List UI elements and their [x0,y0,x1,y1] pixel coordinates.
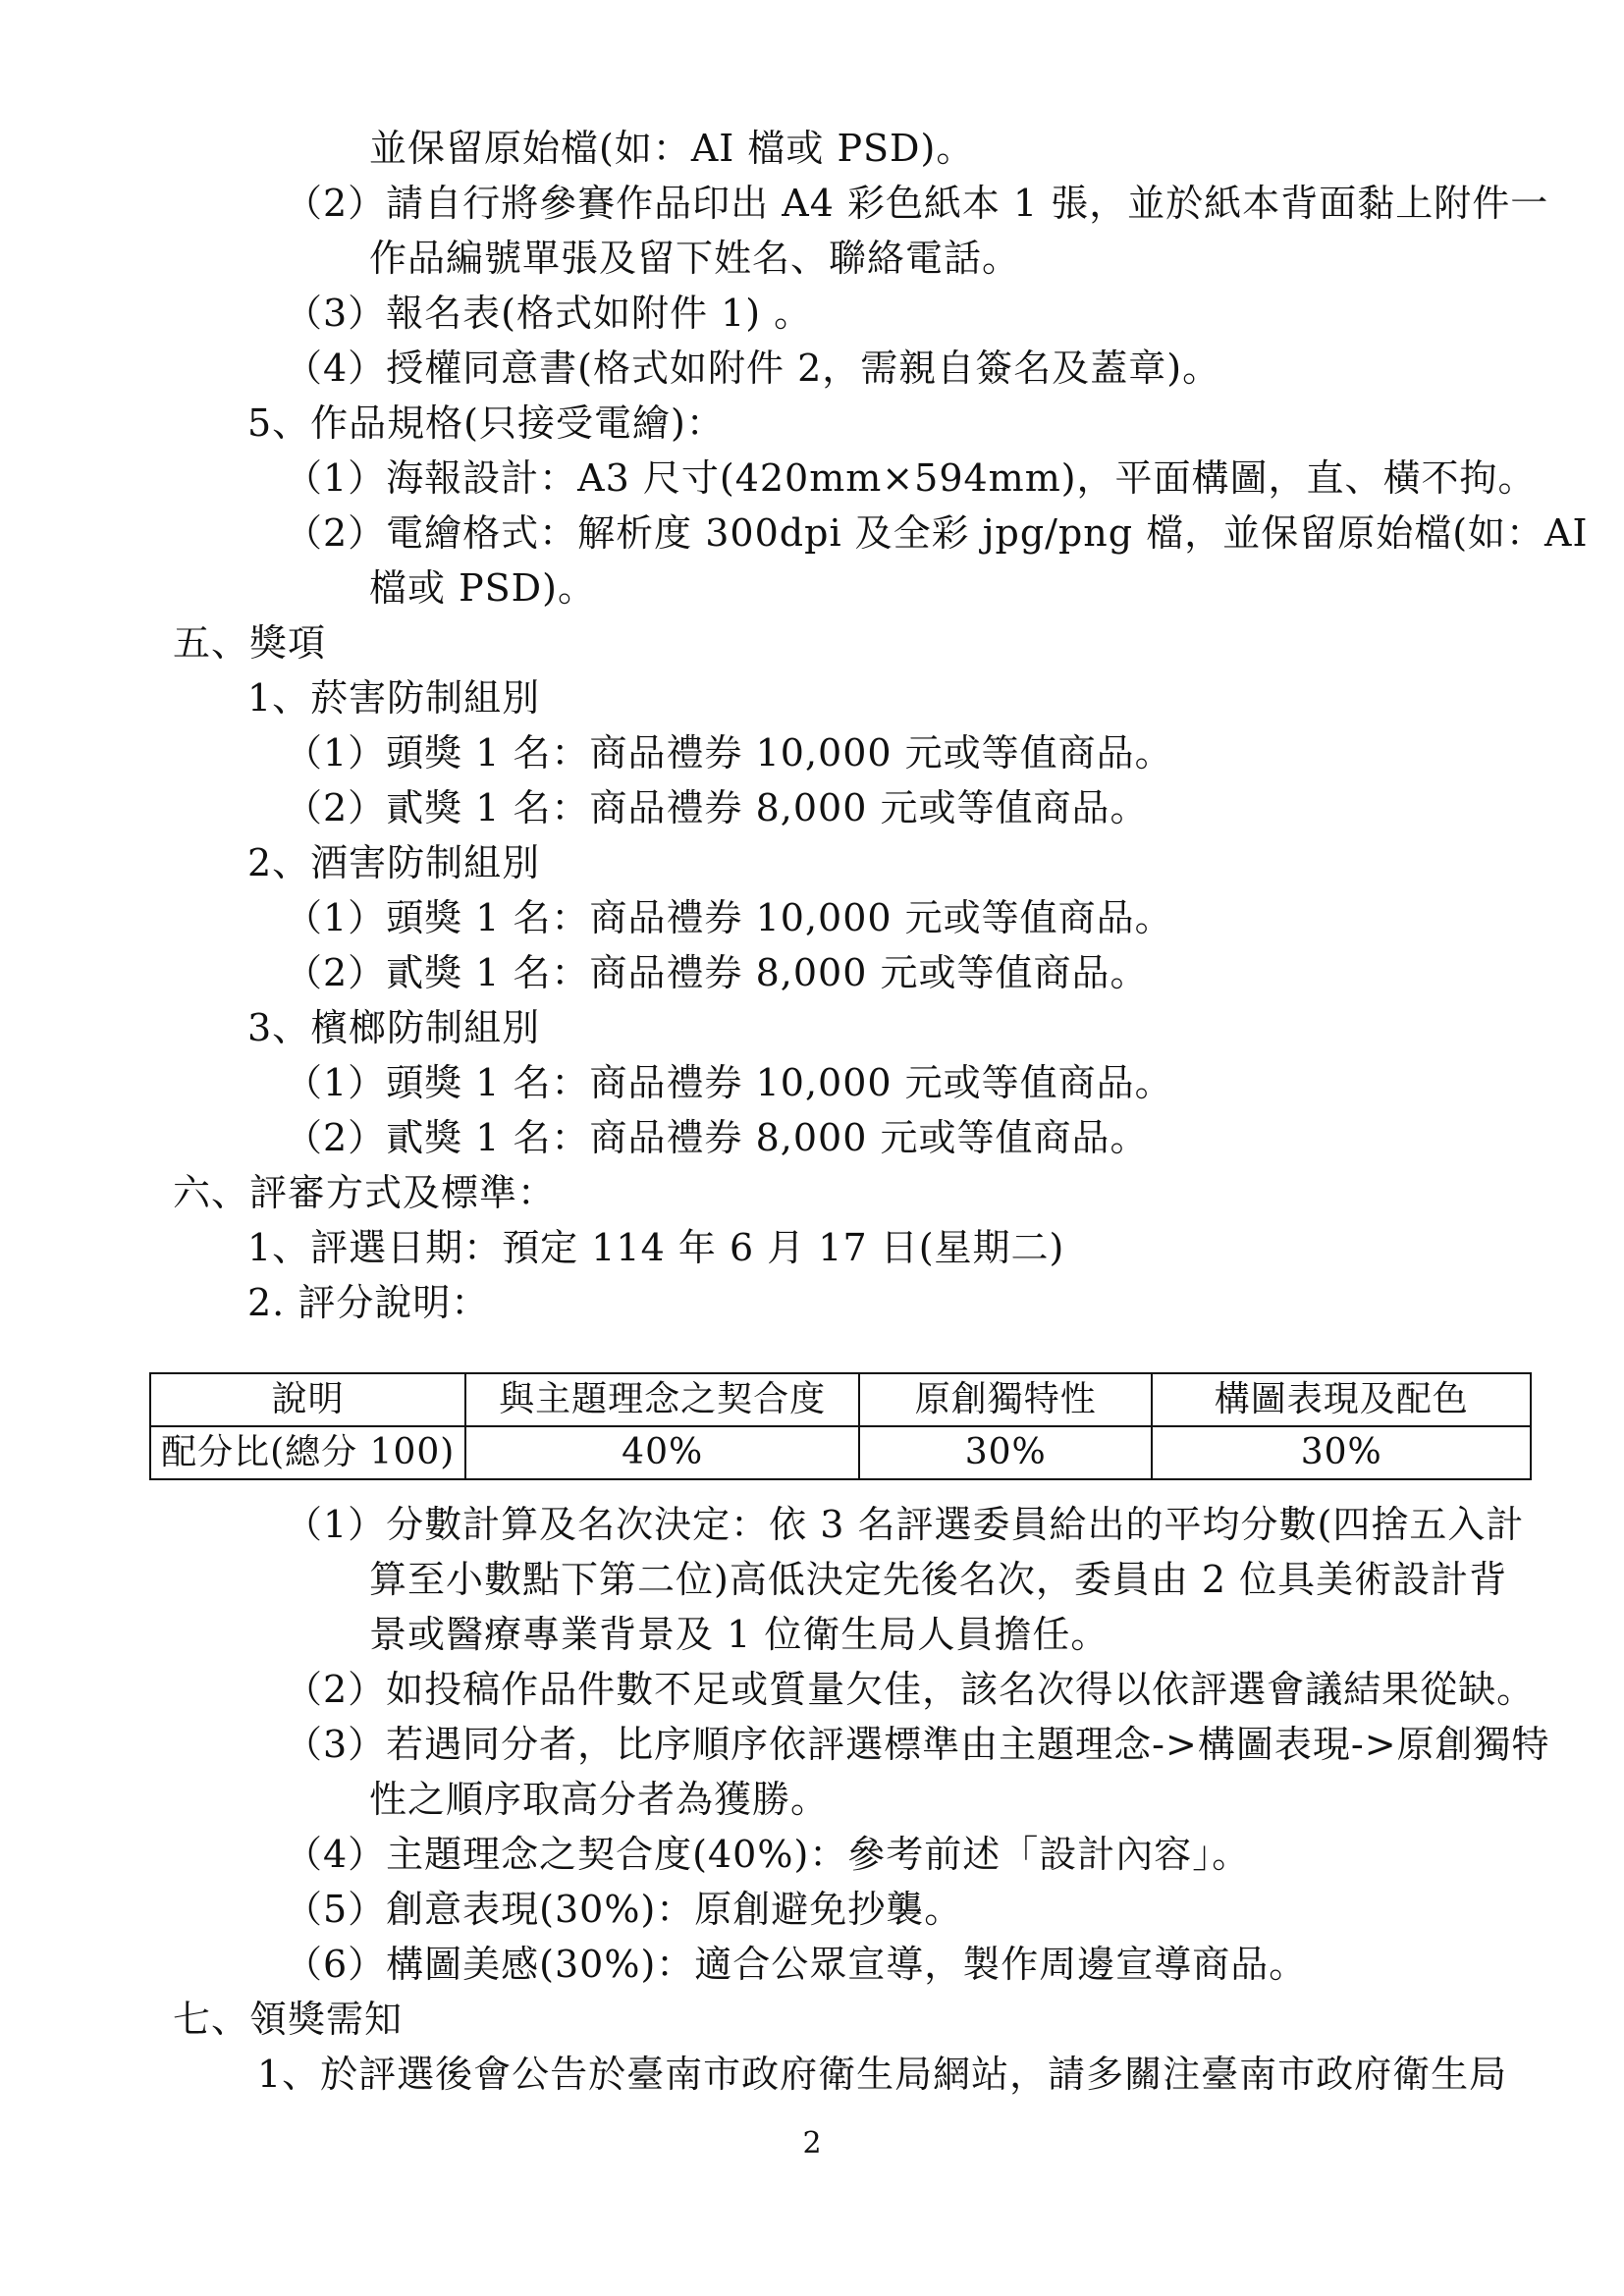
score-header-cell: 構圖表現及配色 [1152,1373,1531,1426]
line-rule-1-cont-b: 景或醫療專業背景及 1 位衛生局人員擔任。 [369,1613,1110,1656]
line-item-3-form: （3）報名表(格式如附件 1) 。 [285,292,813,335]
score-cell: 40% [465,1426,859,1479]
line-betel-second: （2）貳獎 1 名：商品禮券 8,000 元或等值商品。 [285,1116,1149,1159]
score-cell: 配分比(總分 100) [150,1426,465,1479]
score-table [149,1372,1532,1480]
score-header-cell: 與主題理念之契合度 [465,1373,859,1426]
line-group-tobacco: 1、菸害防制組別 [247,676,541,720]
heading-awards: 五、獎項 [173,621,327,665]
line-rule-1: （1）分數計算及名次決定：依 3 名評選委員給出的平均分數(四捨五入計 [285,1503,1525,1546]
score-header-cell: 說明 [150,1373,465,1426]
line-section-5-spec: 5、作品規格(只接受電繪)： [247,401,725,445]
line-spec-1-poster: （1）海報設計：A3 尺寸(420mm×594mm)，平面構圖，直、橫不拘。 [285,456,1537,500]
line-rule-5: （5）創意表現(30%)：原創避免抄襲。 [285,1888,963,1931]
line-betel-first: （1）頭獎 1 名：商品禮券 10,000 元或等值商品。 [285,1061,1173,1104]
line-group-betel: 3、檳榔防制組別 [247,1006,541,1049]
line-rule-3: （3）若遇同分者，比序順序依評選標準由主題理念->構圖表現->原創獨特 [285,1723,1550,1766]
line-tobacco-first: （1）頭獎 1 名：商品禮券 10,000 元或等值商品。 [285,731,1173,774]
score-table-row [150,1426,1531,1479]
line-item-2-cont: 作品編號單張及留下姓名、聯絡電話。 [369,237,1021,280]
line-rule-3-cont: 性之順序取高分者為獲勝。 [369,1778,830,1821]
line-group-alcohol: 2、酒害防制組別 [247,841,541,884]
line-notice-1: 1、於評選後會公告於臺南市政府衛生局網站，請多關注臺南市政府衛生局 [257,2053,1508,2096]
line-rule-6: （6）構圖美感(30%)：適合公眾宣導，製作周邊宣導商品。 [285,1943,1308,1986]
line-spec-2-format: （2）電繪格式：解析度 300dpi 及全彩 jpg/png 檔，並保留原始檔(如：AI [285,511,1589,555]
line-rule-2: （2）如投稿作品件數不足或質量欠佳，該名次得以依評選會議結果從缺。 [285,1668,1536,1711]
line-item-4-consent: （4）授權同意書(格式如附件 2，需親自簽名及蓋章)。 [285,347,1221,390]
line-item-2-print: （2）請自行將參賽作品印出 A4 彩色紙本 1 張，並於紙本背面黏上附件一 [285,182,1549,225]
line-spec-2-cont: 檔或 PSD)。 [369,566,596,610]
line-rule-4: （4）主題理念之契合度(40%)：參考前述「設計內容」。 [285,1833,1251,1876]
line-alcohol-second: （2）貳獎 1 名：商品禮券 8,000 元或等值商品。 [285,951,1149,994]
score-table-header-row [150,1373,1531,1426]
line-tobacco-second: （2）貳獎 1 名：商品禮券 8,000 元或等值商品。 [285,786,1149,829]
score-header-cell: 原創獨特性 [859,1373,1152,1426]
line-scoring-heading: 2. 評分說明： [247,1281,490,1324]
score-cell: 30% [859,1426,1152,1479]
line-rule-1-cont-a: 算至小數點下第二位)高低決定先後名次，委員由 2 位具美術設計背 [369,1558,1508,1601]
page-number: 2 [802,2126,822,2161]
line-original-file-note: 並保留原始檔(如：AI 檔或 PSD)。 [369,127,975,170]
heading-judging: 六、評審方式及標準： [173,1171,557,1214]
heading-prize-notice: 七、領獎需知 [173,1998,404,2041]
line-judging-date: 1、評選日期：預定 114 年 6 月 17 日(星期二) [247,1226,1065,1269]
score-cell: 30% [1152,1426,1531,1479]
line-alcohol-first: （1）頭獎 1 名：商品禮券 10,000 元或等值商品。 [285,896,1173,939]
